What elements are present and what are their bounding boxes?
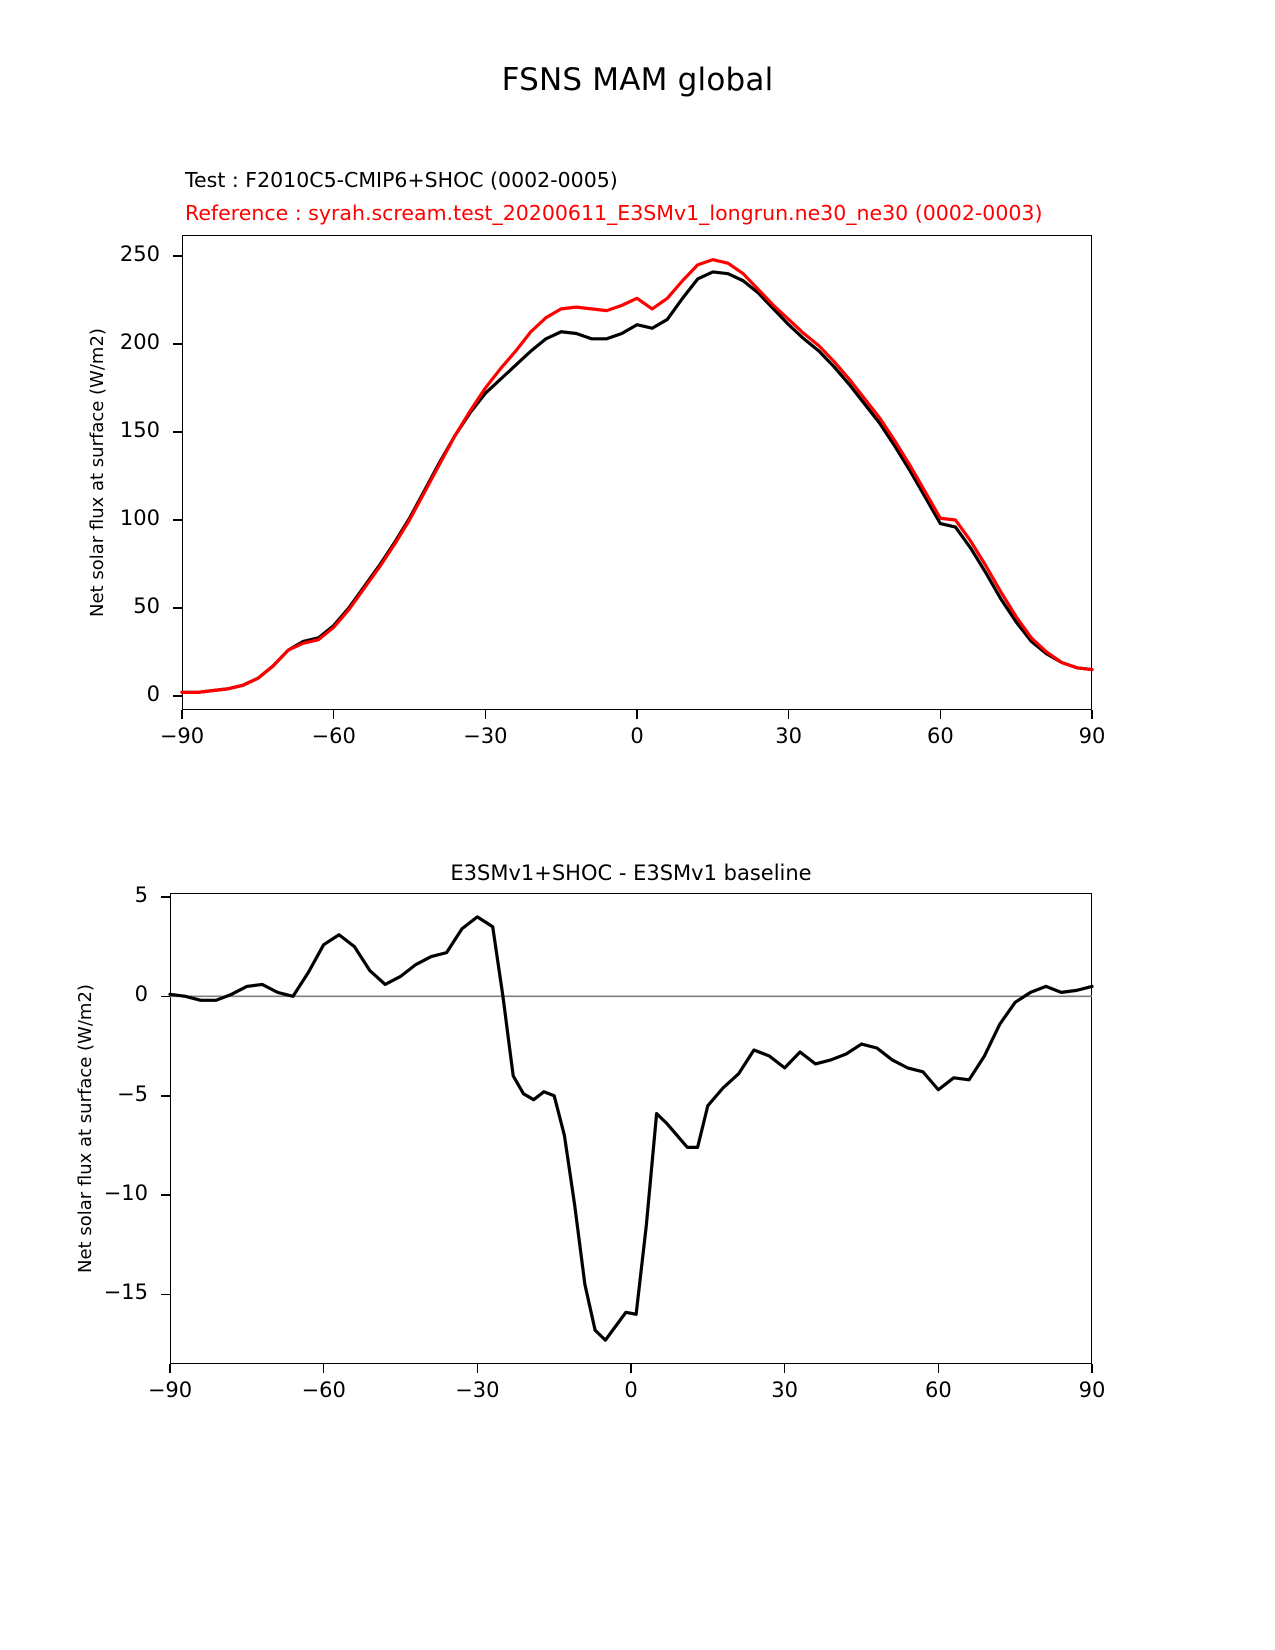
x-tick [181, 710, 183, 719]
x-tick-label: −30 [455, 1378, 500, 1402]
subtitle-reference: Reference : syrah.scream.test_20200611_E3SMv1_longrun.ne30_ne30 (0002-0003) [185, 201, 1043, 225]
x-tick [169, 1364, 171, 1373]
x-tick-label: −30 [463, 724, 508, 748]
bottom-y-axis-label: Net solar flux at surface (W/m2) [75, 984, 96, 1273]
y-tick [173, 255, 182, 257]
y-tick [161, 1095, 170, 1097]
x-tick-label: −90 [159, 724, 205, 748]
x-tick-label: 60 [926, 724, 954, 748]
top-y-axis-label: Net solar flux at surface (W/m2) [87, 328, 108, 617]
x-tick [630, 1364, 632, 1373]
x-tick [1091, 1364, 1093, 1373]
x-tick-label: 0 [630, 724, 644, 748]
y-tick [173, 431, 182, 433]
x-tick-label: 60 [924, 1378, 952, 1402]
bottom-plot-panel: −15 −10 −5 0 5 −90 −60 −30 0 30 60 90 Net solar flux at surface (W/m2) E3SMv1+SHOC - E3SMv1 baseline [75, 861, 1106, 1402]
x-tick-label: −60 [301, 1378, 346, 1402]
y-tick [161, 996, 170, 998]
y-tick [173, 519, 182, 521]
x-tick [788, 710, 790, 719]
x-tick-label: 0 [624, 1378, 638, 1402]
x-tick-label: 30 [775, 724, 803, 748]
x-tick [485, 710, 487, 719]
top-plot-curves [182, 235, 1092, 710]
x-tick-label: −60 [311, 724, 356, 748]
x-tick-label: 30 [771, 1378, 799, 1402]
x-tick-label: 90 [1078, 1378, 1106, 1402]
y-tick [173, 695, 182, 697]
x-tick [1091, 710, 1093, 719]
y-tick [161, 1294, 170, 1296]
top-plot-panel: 0 50 100 150 200 250 −90 −60 −30 0 30 60 90 Net solar flux at surface (W/m2) [182, 235, 1092, 710]
x-tick [784, 1364, 786, 1373]
y-tick [173, 343, 182, 345]
y-tick [173, 607, 182, 609]
x-tick-label: −90 [147, 1378, 193, 1402]
x-tick [333, 710, 335, 719]
bottom-panel-title: E3SMv1+SHOC - E3SMv1 baseline [450, 861, 812, 885]
x-tick-label: 90 [1078, 724, 1106, 748]
x-tick [636, 710, 638, 719]
x-tick [477, 1364, 479, 1373]
y-tick [161, 1194, 170, 1196]
x-tick [323, 1364, 325, 1373]
page-title: FSNS MAM global [501, 62, 774, 98]
y-tick [161, 896, 170, 898]
x-tick [938, 1364, 940, 1373]
subtitle-test: Test : F2010C5-CMIP6+SHOC (0002-0005) [185, 168, 618, 192]
x-tick [940, 710, 942, 719]
